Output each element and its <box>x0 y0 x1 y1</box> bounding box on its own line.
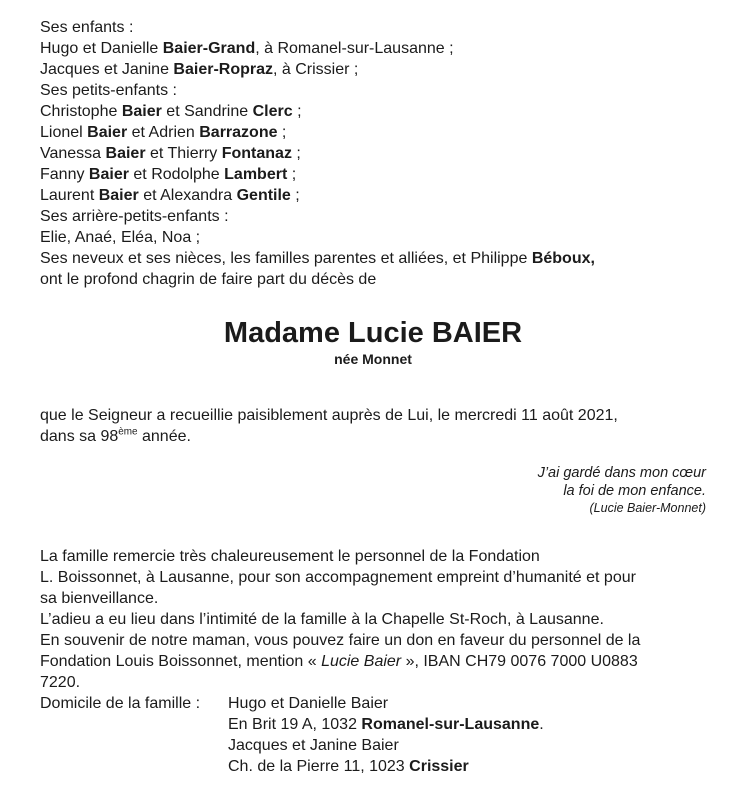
family-message <box>40 546 706 777</box>
intro-line: Ses arrière-petits-enfants : <box>40 208 229 225</box>
domicile-addresses <box>228 693 706 777</box>
intro-line: Lionel Baier et Adrien Barrazone ; <box>40 124 287 141</box>
quote-line: la foi de mon enfance. <box>563 482 706 499</box>
death-notice-line: que le Seigneur a recueillie paisiblement auprès de Lui, le mercredi 11 août 2021, <box>40 407 618 424</box>
family-intro <box>40 17 706 290</box>
message-line: Fondation Louis Boissonnet, mention « Lucie Baier », IBAN CH79 0076 7000 U0883 <box>40 653 638 670</box>
domicile-label: Domicile de la famille : <box>40 695 201 712</box>
message-line: L’adieu a eu lieu dans l’intimité de la famille à la Chapelle St-Roch, à Lausanne. <box>40 611 604 628</box>
deceased-name-title: Madame Lucie BAIER <box>223 317 523 349</box>
message-line: sa bienveillance. <box>40 590 159 607</box>
memorial-quote <box>40 465 706 516</box>
intro-line: Vanessa Baier et Thierry Fontanaz ; <box>40 145 301 162</box>
message-line: 7220. <box>40 674 81 691</box>
intro-line: Ses petits-enfants : <box>40 82 177 99</box>
message-line: La famille remercie très chaleureusement le personnel de la Fondation <box>40 548 540 565</box>
address-line: Hugo et Danielle Baier <box>228 695 389 712</box>
intro-line: Elie, Anaé, Eléa, Noa ; <box>40 229 201 246</box>
address-line: Ch. de la Pierre 11, 1023 Crissier <box>228 758 469 775</box>
address-line: Jacques et Janine Baier <box>228 737 399 754</box>
intro-line: Fanny Baier et Rodolphe Lambert ; <box>40 166 297 183</box>
maiden-name: née Monnet <box>334 351 412 367</box>
family-domicile <box>40 693 706 777</box>
title-block <box>40 317 706 368</box>
quote-attribution: (Lucie Baier-Monnet) <box>589 501 706 515</box>
death-notice-line: dans sa 98ème année. <box>40 426 191 445</box>
intro-line: Christophe Baier et Sandrine Clerc ; <box>40 103 302 120</box>
address-line: En Brit 19 A, 1032 Romanel-sur-Lausanne. <box>228 716 544 733</box>
intro-line: Ses neveux et ses nièces, les familles parentes et alliées, et Philippe Béboux, <box>40 250 595 267</box>
death-notice <box>40 405 706 447</box>
intro-line: Laurent Baier et Alexandra Gentile ; <box>40 187 300 204</box>
intro-line: Ses enfants : <box>40 19 134 36</box>
message-line: L. Boissonnet, à Lausanne, pour son accompagnement empreint d’humanité et pour <box>40 569 636 586</box>
intro-line: Hugo et Danielle Baier-Grand, à Romanel-sur-Lausanne ; <box>40 40 454 57</box>
message-line: En souvenir de notre maman, vous pouvez faire un don en faveur du personnel de la <box>40 632 641 649</box>
quote-line: J’ai gardé dans mon cœur <box>537 465 706 481</box>
intro-line: Jacques et Janine Baier-Ropraz, à Crissier ; <box>40 61 359 78</box>
intro-line: ont le profond chagrin de faire part du décès de <box>40 271 377 288</box>
